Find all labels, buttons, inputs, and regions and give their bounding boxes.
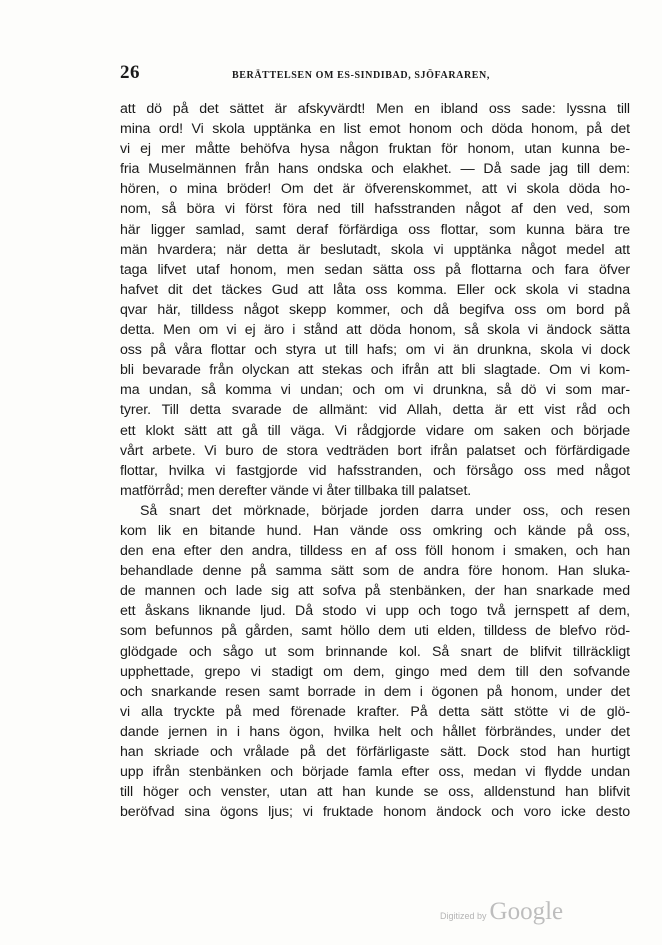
text-line: här ligger samlad, samt deraf förfärdiga oss flottar, som kunna bära tre xyxy=(120,221,630,238)
google-logo: Google xyxy=(489,898,564,925)
text-line: ett klokt sätt att gå till väga. Vi rådgjorde vidare om saken och började xyxy=(120,422,630,439)
text-line: till höger och venster, utan att han kunde se oss, alldenstund han blifvit xyxy=(120,784,630,801)
text-line: att dö på det sättet är afskyvärdt! Men en ibland oss sade: lyssna till xyxy=(120,101,630,117)
text-line: ma undan, så komma vi undan; och om vi drunkna, så dö vi som mar- xyxy=(120,382,630,399)
text-line: den ena efter den andra, tilldess en af oss föll honom i smaken, och han xyxy=(120,543,630,560)
text-line: som befunnos på gården, samt höllo dem uti elden, tilldess de blefvo röd- xyxy=(120,623,630,640)
text-line: hafvet dit det täckes Gud att låta oss komma. Eller ock skola vi stadna xyxy=(120,281,630,298)
text-line: taga lifvet utaf honom, men sedan sätta oss på flottarna och fara öfver xyxy=(120,261,630,278)
text-line: behandlade denne på samma sätt som de andra före honom. Han sluka- xyxy=(120,563,630,580)
page-header xyxy=(120,62,630,90)
text-line: bli bevarade från olyckan att stekas och ifrån att bli slagtade. Om vi kom- xyxy=(120,362,630,379)
text-line: ett åskans liknande ljud. Då stodo vi upp och togo två jernspett af dem, xyxy=(120,603,630,620)
text-line: beröfvad sina ögons ljus; vi fruktade honom ändock och voro icke desto xyxy=(120,804,630,821)
text-line: matförråd; men derefter vände vi åter tillbaka till palatset. xyxy=(120,482,472,499)
text-line: nom, så böra vi först föra ned till hafsstranden något af den ved, som xyxy=(120,201,630,218)
text-line: dande jernen in i hans ögon, hvilka helt och hållet förbrändes, under det xyxy=(120,723,630,740)
text-line: de mannen och lade sig att sofva på stenbänken, der han snarkade med xyxy=(120,583,630,600)
text-line: qvar här, tilldess något skepp kommer, och då begifva oss om bord på xyxy=(120,301,630,318)
text-line: fria Muselmännen från hans ondska och elakhet. — Då sade jag till dem: xyxy=(120,161,630,178)
text-line: Så snart det mörknade, började jorden darra under oss, och resen xyxy=(140,502,630,519)
text-line: han skriade och vrålade på det förfärligaste sätt. Dock stod han hurtigt xyxy=(120,744,630,760)
text-line: och snarkande resen samt borrade in dem i ögonen på honom, under det xyxy=(120,683,630,700)
text-line: mina ord! Vi skola upptänka en list emot honom och döda honom, på det xyxy=(120,121,630,138)
text-line: män hvardera; när detta är beslutadt, skola vi upptänka något medel att xyxy=(120,241,630,258)
text-line: hören, o mina bröder! Om det är öfverenskommet, att vi skola döda ho- xyxy=(120,181,630,198)
digitization-watermark xyxy=(440,898,600,928)
text-line: tyrer. Till detta svarade de allmänt: vid Allah, detta är ett vist råd och xyxy=(120,402,630,419)
page-number: 26 xyxy=(120,62,140,83)
text-line: vi alla tryckte på med förenade krafter. På detta sätt stötte vi de glö- xyxy=(120,703,630,720)
text-line: vårt arbete. Vi buro de stora vedträden bort ifrån palatset och förfärdigade xyxy=(120,442,630,459)
text-line: upphettade, grepo vi stadigt om dem, gingo med dem till den sofvande xyxy=(120,663,630,680)
text-line: glödgade och sågo ut som brinnande kol. Så snart de blifvit tillräckligt xyxy=(120,643,630,660)
running-title: BERÄTTELSEN OM ES-SINDIBAD, SJÖFARAREN, xyxy=(232,70,490,81)
text-line: kom lik en bitande hund. Han vände oss omkring och kände på oss, xyxy=(120,522,630,539)
digitized-by-label: Digitized by xyxy=(440,911,487,921)
body-text xyxy=(120,99,630,822)
text-line: flottar, hvilka vi fastgjorde vid hafsstranden, och försågo oss med något xyxy=(120,462,630,479)
text-line: detta. Men om vi ej äro i stånd att döda honom, så skola vi ändock sätta xyxy=(120,322,630,339)
text-line: upp ifrån stenbänken och började famla efter oss, medan vi flydde undan xyxy=(120,764,630,781)
text-line: vi ej mer måtte behöfva hysa någon fruktan för honom, utan kunna be- xyxy=(120,141,630,158)
text-line: oss på våra flottar och styra ut till hafs; om vi än drunkna, skola vi dock xyxy=(120,342,630,359)
